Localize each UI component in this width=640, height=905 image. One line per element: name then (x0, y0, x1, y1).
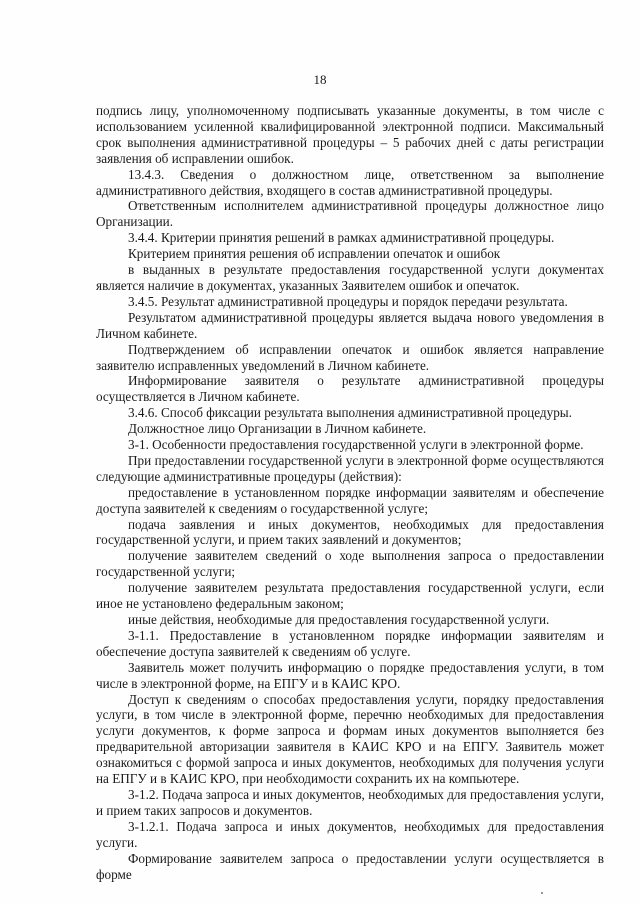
paragraph: в выданных в результате предоставления государственной услуги документах является наличие в документах, указанных Заявителем ошибок и опечаток. (96, 262, 604, 293)
paragraph: 3.4.5. Результат административной процедуры и порядок передачи результата. (128, 293, 568, 309)
paragraph: Информирование заявителя о результате административной процедуры осуществляется в Личном кабинете. (96, 373, 604, 405)
paragraph: 3-1.2.1. Подача запроса и иных документов, необходимых для предоставления услуги. (96, 818, 604, 850)
list-item: иные действия, необходимые для предоставления государственной услуги. (128, 612, 550, 627)
paragraph: 3.4.4. Критерии принятия решений в рамках административной процедуры. (128, 230, 555, 246)
paragraph: 3-1.1. Предоставление в установленном порядке информации заявителям и обеспечение доступа заявителей к сведениям об услуге. (96, 627, 604, 659)
list-item: получение заявителем сведений о ходе выполнения запроса о предоставлении государственной услуги; (96, 548, 604, 580)
body-text (96, 103, 604, 882)
paragraph: Ответственным исполнителем административной процедуры должностное лицо Организации. (96, 198, 604, 230)
paragraph: При предоставлении государственной услуги в электронной форме осуществляются следующие административные процедуры (действия): (96, 452, 604, 484)
scan-speck (541, 892, 543, 894)
list-item: получение заявителем результата предоставления государственной услуги, если иное не установлено федеральным законом; (96, 580, 604, 612)
paragraph: 3.4.6. Способ фиксации результата выполнения административной процедуры. (128, 405, 572, 421)
paragraph: подпись лицу, уполномоченному подписывать указанные документы, в том числе с использованием усиленной квалифицированной электронной подписи. Максимальный срок выполнения административной процедуры – 5 рабочих дней с даты регистрации заявления об исправлении ошибок. (96, 103, 604, 166)
section-heading: 3-1. Особенности предоставления государственной услуги в электронной форме. (128, 437, 584, 453)
paragraph: Доступ к сведениям о способах предоставления услуги, порядку предоставления услуги, в том числе в электронной форме, перечню необходимых для предоставления услуги документов, к форме запроса и формам иных документов выполняется без предварительной авторизации заявителя в КАИС КРО и на ЕПГУ. Заявитель может ознакомиться с формой запроса и иных документов, необходимых для получения услуги на ЕПГУ и в КАИС КРО, при необходимости сохранить их на компьютере. (96, 691, 604, 787)
paragraph: 13.4.3. Сведения о должностном лице, ответственном за выполнение административного действия, входящего в состав административной процедуры. (96, 166, 604, 198)
paragraph: Должностное лицо Организации в Личном кабинете. (128, 421, 427, 437)
list-item: предоставление в установленном порядке информации заявителям и обеспечение доступа заявителей к сведениям о государственной услуге; (96, 484, 604, 516)
paragraph: Подтверждением об исправлении опечаток и ошибок является направление заявителю исправленных уведомлений в Личном кабинете. (96, 341, 604, 373)
paragraph: Результатом административной процедуры является выдача нового уведомления в Личном кабинете. (96, 309, 604, 341)
paragraph: Заявитель может получить информацию о порядке предоставления услуги, в том числе в электронной форме, на ЕПГУ и в КАИС КРО. (96, 659, 604, 691)
list-item: подача заявления и иных документов, необходимых для предоставления государственной услуги, и прием таких заявлений и документов; (96, 516, 604, 548)
paragraph: 3-1.2. Подача запроса и иных документов, необходимых для предоставления услуги, и прием таких запросов и документов. (96, 786, 604, 818)
page-number: 18 (313, 72, 327, 87)
paragraph: Критерием принятия решения об исправлении опечаток и ошибок (128, 246, 501, 262)
paragraph: Формирование заявителем запроса о предоставлении услуги осуществляется в форме (96, 850, 604, 882)
